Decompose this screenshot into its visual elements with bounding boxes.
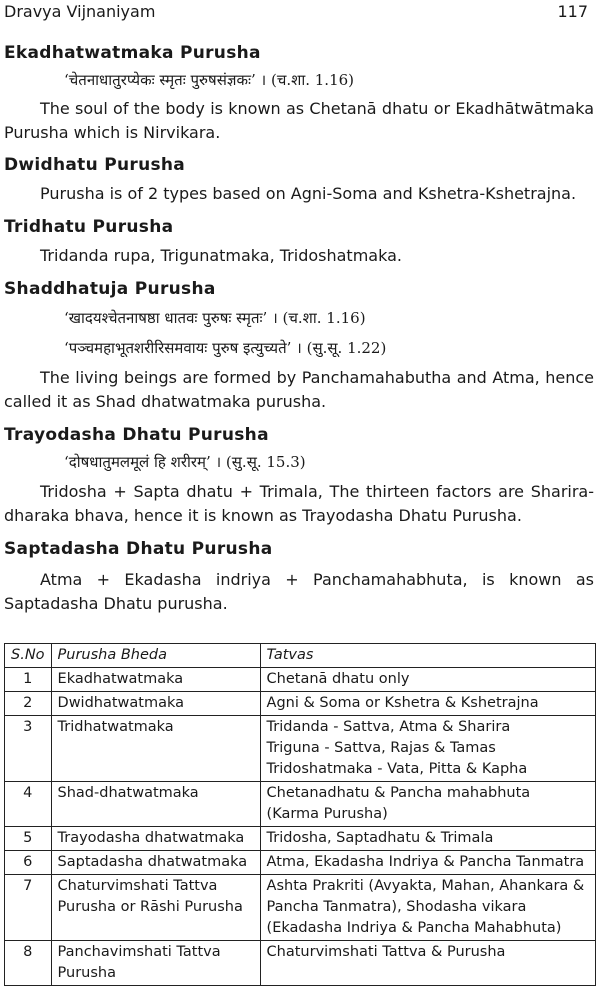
sanskrit-quote-2: ‘पञ्चमहाभूतशरीरिसमवायः पुरुष इत्युच्यते’ । (सु.सू. 1.22) [64, 339, 387, 357]
table-row [5, 782, 596, 827]
section-text: Tridosha + Sapta dhatu + Trimala, The thirteen factors are Sharira-dharaka bhava, hence it is known as Trayodasha Dhatu Purusha. [4, 482, 594, 525]
sanskrit-quote: ‘दोषधातुमलमूलं हि शरीरम्’ । (सु.सू. 15.3) [64, 453, 306, 471]
section-text: The soul of the body is known as Chetanā dhatu or Ekadhātwātmaka Purusha which is Nirvikara. [4, 99, 594, 142]
tatva-line: Triguna - Sattva, Rajas & Tamas [266, 740, 496, 756]
sanskrit-quote: ‘चेतनाधातुरप्येकः स्मृतः पुरुषसंज्ञकः’ । (च.शा. 1.16) [64, 71, 355, 89]
section-heading: Ekadhatwatmaka Purusha [4, 43, 261, 63]
cell-sno: 1 [5, 668, 52, 692]
table-row [5, 668, 596, 692]
section-heading: Tridhatu Purusha [4, 217, 174, 237]
table-row [5, 716, 596, 782]
section-heading: Dwidhatu Purusha [4, 155, 186, 175]
cell-tatvas [260, 692, 595, 716]
page-content [4, 40, 594, 616]
cell-sno: 7 [5, 875, 52, 941]
table-header-row [5, 644, 596, 668]
cell-sno: 6 [5, 851, 52, 875]
section-text: Purusha is of 2 types based on Agni-Soma and Kshetra-Kshetrajna. [40, 184, 577, 203]
section-shaddhatuja [4, 276, 594, 414]
section-text: The living beings are formed by Panchamahabutha and Atma, hence called it as Shad dhatwatmaka purusha. [4, 368, 594, 411]
section-heading: Saptadasha Dhatu Purusha [4, 539, 273, 559]
section-text: Atma + Ekadasha indriya + Panchamahabhuta, is known as Saptadasha Dhatu purusha. [4, 570, 594, 613]
section-heading: Trayodasha Dhatu Purusha [4, 425, 269, 445]
cell-sno: 2 [5, 692, 52, 716]
tatva-line: Agni & Soma or Kshetra & Kshetrajna [266, 695, 539, 711]
table-row [5, 941, 596, 986]
cell-tatvas [260, 875, 595, 941]
section-tridhatu [4, 214, 594, 268]
table-row [5, 827, 596, 851]
cell-tatvas [260, 782, 595, 827]
page-number: 117 [557, 2, 588, 21]
tatva-line: Atma, Ekadasha Indriya & Pancha Tanmatra [266, 854, 585, 870]
cell-bheda: Tridhatwatmaka [51, 716, 260, 782]
tatva-line: Chetanadhatu & Pancha mahabhuta [266, 785, 531, 801]
table-row [5, 692, 596, 716]
running-title: Dravya Vijnaniyam [4, 2, 156, 21]
section-ekadhatwatmaka [4, 40, 594, 145]
cell-sno: 8 [5, 941, 52, 986]
cell-tatvas [260, 827, 595, 851]
cell-tatvas [260, 851, 595, 875]
sanskrit-quote: ‘खादयश्चेतनाषष्ठा धातवः पुरुषः स्मृतः’ । (च.शा. 1.16) [64, 309, 366, 327]
running-head [4, 2, 588, 24]
cell-sno: 4 [5, 782, 52, 827]
column-header-sno: S.No [5, 644, 52, 668]
tatva-line: (Karma Purusha) [266, 806, 388, 822]
cell-bheda: Panchavimshati Tattva Purusha [51, 941, 260, 986]
cell-bheda: Dwidhatwatmaka [51, 692, 260, 716]
cell-sno: 5 [5, 827, 52, 851]
table-row [5, 875, 596, 941]
section-text: Tridanda rupa, Trigunatmaka, Tridoshatmaka. [40, 246, 402, 265]
cell-tatvas [260, 668, 595, 692]
cell-bheda: Shad-dhatwatmaka [51, 782, 260, 827]
tatva-line: Chaturvimshati Tattva & Purusha [266, 944, 506, 960]
section-dwidhatu [4, 152, 594, 206]
cell-tatvas [260, 716, 595, 782]
cell-bheda: Ekadhatwatmaka [51, 668, 260, 692]
tatva-line: Tridosha, Saptadhatu & Trimala [266, 830, 494, 846]
tatva-line: Ashta Prakriti (Avyakta, Mahan, Ahankara & Pancha Tanmatra), Shodasha vikara (Ekadasha Indriya & Pancha Mahabhuta) [266, 878, 585, 936]
column-header-tatvas: Tatvas [260, 644, 595, 668]
cell-bheda: Trayodasha dhatwatmaka [51, 827, 260, 851]
purusha-bheda-table [4, 643, 596, 986]
tatva-line: Tridanda - Sattva, Atma & Sharira [266, 719, 511, 735]
column-header-purusha-bheda: Purusha Bheda [51, 644, 260, 668]
cell-tatvas [260, 941, 595, 986]
table-row [5, 851, 596, 875]
tatva-line: Chetanā dhatu only [266, 671, 410, 687]
section-trayodasha [4, 422, 594, 528]
cell-bheda: Saptadasha dhatwatmaka [51, 851, 260, 875]
tatva-line: Tridoshatmaka - Vata, Pitta & Kapha [266, 761, 528, 777]
section-heading: Shaddhatuja Purusha [4, 279, 216, 299]
section-saptadasha [4, 536, 594, 616]
cell-sno: 3 [5, 716, 52, 782]
cell-bheda: Chaturvimshati Tattva Purusha or Rāshi Purusha [51, 875, 260, 941]
